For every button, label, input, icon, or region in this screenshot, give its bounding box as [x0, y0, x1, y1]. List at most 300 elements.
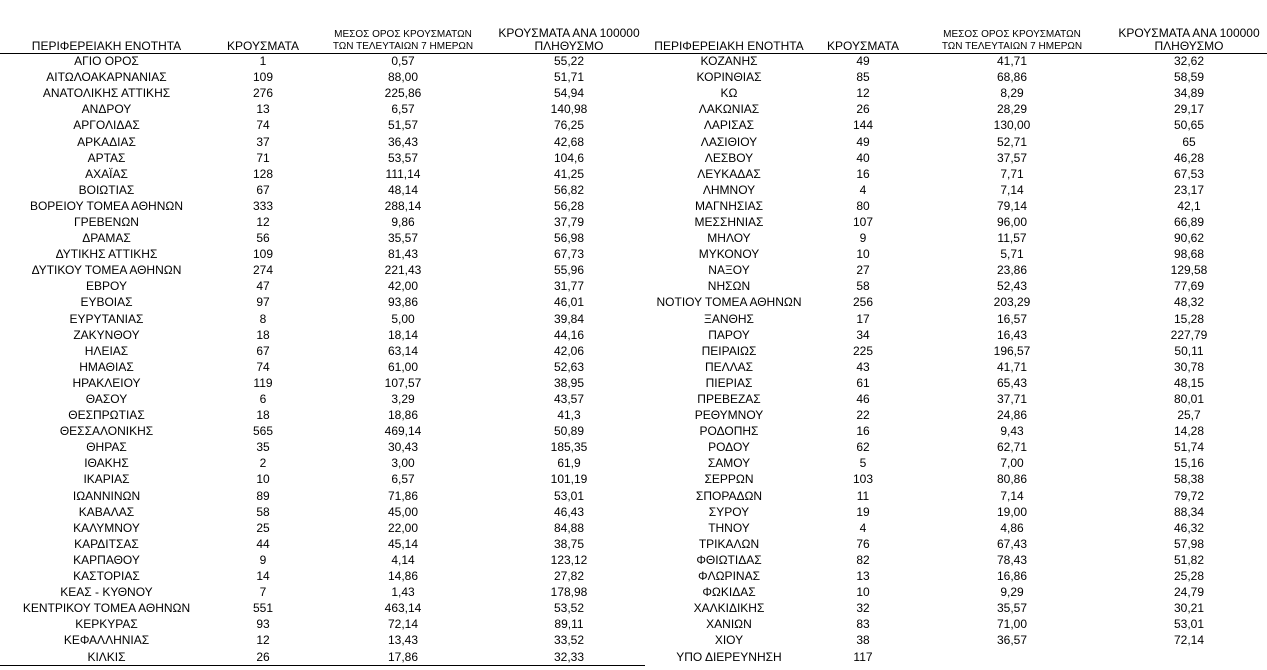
cell-cases: 46 [856, 392, 870, 407]
cell-cases-per-100k: 51,74 [1173, 440, 1205, 455]
cell-region: ΡΕΘΥΜΝΟΥ [694, 408, 764, 423]
cell-cases-per-100k: 43,57 [553, 392, 585, 407]
table-row [645, 118, 1267, 134]
cell-cases-per-100k: 53,01 [553, 488, 585, 503]
cell-region: ΧΙΟΥ [714, 633, 744, 648]
cell-cases-per-100k: 66,89 [1173, 214, 1205, 229]
cell-cases-per-100k: 44,16 [553, 327, 585, 342]
cell-cases: 19 [856, 504, 870, 519]
cell-avg-7-days: 68,86 [996, 70, 1028, 85]
cell-avg-7-days: 16,57 [996, 311, 1028, 326]
cell-region: ΛΑΡΙΣΑΣ [703, 118, 755, 133]
cell-cases-per-100k: 34,89 [1173, 86, 1205, 101]
cell-cases-per-100k: 52,63 [553, 359, 585, 374]
cell-region: ΥΠΟ ΔΙΕΡΕΥΝΗΣΗ [676, 649, 782, 664]
cell-region: ΚΕΡΚΥΡΑΣ [75, 617, 138, 632]
cell-cases-per-100k: 38,75 [553, 536, 585, 551]
cell-region: ΚΕΑΣ - ΚΥΘΝΟΥ [60, 585, 153, 600]
table-row [0, 504, 645, 520]
cell-avg-7-days: 107,57 [384, 375, 422, 390]
cell-region: ΜΑΓΝΗΣΙΑΣ [694, 198, 764, 213]
cell-region: ΚΑΡΠΑΘΟΥ [73, 552, 140, 567]
header-cases: ΚΡΟΥΣΜΑΤΑ [827, 38, 899, 53]
table-row [0, 279, 645, 295]
cell-cases-per-100k: 42,06 [553, 343, 585, 358]
table-row [0, 263, 645, 279]
cell-cases-per-100k: 79,72 [1173, 488, 1205, 503]
cell-region: ΦΛΩΡΙΝΑΣ [698, 569, 760, 584]
cell-avg-7-days: 96,00 [996, 214, 1028, 229]
cell-region: ΚΙΛΚΙΣ [0, 649, 213, 666]
cell-cases: 25 [256, 520, 270, 535]
cell-cases: 22 [856, 408, 870, 423]
cell-cases-per-100k: 80,01 [1173, 392, 1205, 407]
cell-avg-7-days: 18,14 [387, 327, 419, 342]
cell-avg-7-days: 4,86 [1000, 520, 1024, 535]
cell-avg-7-days: 288,14 [384, 198, 422, 213]
cell-region: ΚΩ [720, 86, 738, 101]
header-cases-per-100k: ΚΡΟΥΣΜΑΤΑ ΑΝΑ 100000 ΠΛΗΘΥΣΜΟ [498, 25, 640, 53]
cell-avg-7-days: 79,14 [996, 198, 1028, 213]
cell-region: ΠΕΛΛΑΣ [704, 359, 754, 374]
cell-cases: 74 [256, 359, 270, 374]
cell-region: ΘΗΡΑΣ [86, 440, 127, 455]
cell-cases-per-100k: 50,89 [553, 424, 585, 439]
cell-cases-per-100k: 65 [1182, 134, 1196, 149]
cell-cases: 49 [813, 53, 913, 70]
cell-avg-7-days: 36,43 [387, 134, 419, 149]
cell-avg-7-days: 8,29 [1000, 86, 1024, 101]
table-row [645, 375, 1267, 391]
table-row [645, 440, 1267, 456]
cell-avg-7-days: 45,00 [387, 504, 419, 519]
table-row [645, 617, 1267, 633]
cell-cases: 10 [856, 247, 870, 262]
table-row [0, 182, 645, 198]
cell-avg-7-days: 225,86 [384, 86, 422, 101]
cell-cases-per-100k: 38,95 [553, 375, 585, 390]
cell-cases-per-100k: 51,71 [553, 70, 585, 85]
cell-cases: 93 [256, 617, 270, 632]
cell-avg-7-days: 67,43 [996, 536, 1028, 551]
cell-cases: 56 [256, 231, 270, 246]
cell-cases: 17 [856, 311, 870, 326]
cell-avg-7-days [913, 649, 1111, 665]
table-row [0, 134, 645, 150]
cell-avg-7-days: 111,14 [385, 166, 421, 181]
header-row [645, 0, 1267, 53]
cell-region: ΙΩΑΝΝΙΝΩΝ [72, 488, 141, 503]
cell-avg-7-days: 36,57 [996, 633, 1028, 648]
cell-cases-per-100k: 58,59 [1173, 70, 1205, 85]
table-row [645, 569, 1267, 585]
table-row [645, 182, 1267, 198]
table-row [645, 424, 1267, 440]
cell-avg-7-days: 42,00 [387, 279, 419, 294]
cell-cases: 82 [856, 552, 870, 567]
cell-avg-7-days: 7,14 [1000, 488, 1024, 503]
cell-avg-7-days: 7,71 [1000, 166, 1024, 181]
cell-cases-per-100k: 32,33 [493, 649, 645, 666]
table-row [0, 552, 645, 568]
cell-region: ΧΑΛΚΙΔΙΚΗΣ [693, 601, 765, 616]
cell-region: ΚΑΡΔΙΤΣΑΣ [74, 536, 139, 551]
cell-region: ΔΡΑΜΑΣ [82, 231, 131, 246]
cell-cases-per-100k: 56,28 [553, 198, 585, 213]
cell-region: ΠΑΡΟΥ [708, 327, 750, 342]
cell-cases-per-100k: 72,14 [1173, 633, 1205, 648]
cell-cases-per-100k: 54,94 [553, 86, 585, 101]
cell-region: ΣΥΡΟΥ [708, 504, 750, 519]
table-row [645, 198, 1267, 214]
cell-region: ΠΕΙΡΑΙΩΣ [701, 343, 757, 358]
table-row [645, 601, 1267, 617]
cell-cases-per-100k: 51,82 [1173, 552, 1205, 567]
cell-region: ΦΘΙΩΤΙΔΑΣ [696, 552, 762, 567]
cell-cases-per-100k: 15,16 [1173, 456, 1205, 471]
cell-avg-7-days: 78,43 [996, 552, 1028, 567]
cell-cases: 18 [256, 327, 270, 342]
cell-cases: 67 [256, 182, 270, 197]
cell-cases: 44 [256, 536, 270, 551]
header-cases-per-100k: ΚΡΟΥΣΜΑΤΑ ΑΝΑ 100000 ΠΛΗΘΥΣΜΟ [1118, 25, 1260, 53]
cell-region: ΤΡΙΚΑΛΩΝ [698, 536, 760, 551]
cell-region: ΗΜΑΘΙΑΣ [79, 359, 134, 374]
cell-cases: 109 [252, 70, 274, 85]
cell-cases: 62 [856, 440, 870, 455]
cell-cases: 49 [856, 134, 870, 149]
header-region: ΠΕΡΙΦΕΡΕΙΑΚΗ ΕΝΟΤΗΤΑ [654, 38, 804, 53]
cell-region: ΛΑΚΩΝΙΑΣ [698, 102, 760, 117]
cell-avg-7-days: 62,71 [996, 440, 1028, 455]
cell-cases: 97 [256, 295, 270, 310]
cell-region: ΔΥΤΙΚΗΣ ΑΤΤΙΚΗΣ [55, 247, 158, 262]
cell-cases: 9 [259, 552, 267, 567]
table-row [0, 247, 645, 263]
cell-avg-7-days: 19,00 [996, 504, 1028, 519]
cell-avg-7-days: 9,86 [391, 214, 415, 229]
cell-avg-7-days: 463,14 [384, 601, 422, 616]
cell-cases-per-100k: 76,25 [553, 118, 585, 133]
cell-cases-per-100k: 24,79 [1173, 585, 1205, 600]
table-row [645, 552, 1267, 568]
cell-region: ΑΡΤΑΣ [87, 150, 126, 165]
cell-cases: 61 [856, 375, 870, 390]
cell-avg-7-days: 51,57 [387, 118, 419, 133]
table-row [645, 585, 1267, 601]
table-row [645, 504, 1267, 520]
cell-cases-per-100k: 178,98 [550, 585, 588, 600]
table-row [645, 391, 1267, 407]
cell-cases-per-100k: 42,1 [1177, 198, 1201, 213]
cell-avg-7-days: 45,14 [387, 536, 419, 551]
cell-cases: 128 [252, 166, 274, 181]
cell-avg-7-days: 28,29 [996, 102, 1028, 117]
cell-avg-7-days: 5,71 [1000, 247, 1024, 262]
cell-cases: 256 [852, 295, 874, 310]
cell-avg-7-days: 52,71 [996, 134, 1028, 149]
table-row [645, 134, 1267, 150]
cell-cases: 119 [253, 375, 273, 390]
table-row [645, 327, 1267, 343]
cell-cases-per-100k: 46,01 [553, 295, 585, 310]
table-row [0, 408, 645, 424]
table-row [0, 359, 645, 375]
cell-region: ΛΗΜΝΟΥ [702, 182, 756, 197]
table-row [0, 118, 645, 134]
cell-avg-7-days: 71,00 [996, 617, 1028, 632]
cell-region: ΗΡΑΚΛΕΙΟΥ [72, 375, 141, 390]
table-row [0, 488, 645, 504]
cell-cases-per-100k: 14,28 [1173, 424, 1205, 439]
cell-cases-per-100k: 15,28 [1173, 311, 1205, 326]
cell-avg-7-days: 11,57 [997, 231, 1027, 246]
cell-avg-7-days: 48,14 [387, 182, 419, 197]
cell-cases: 83 [856, 617, 870, 632]
cell-cases: 16 [856, 166, 870, 181]
header-region: ΠΕΡΙΦΕΡΕΙΑΚΗ ΕΝΟΤΗΤΑ [31, 38, 182, 53]
cell-cases: 103 [852, 472, 874, 487]
cell-region: ΘΕΣΠΡΩΤΙΑΣ [68, 408, 145, 423]
cell-cases: 14 [256, 569, 270, 584]
cell-region: ΝΗΣΩΝ [707, 279, 751, 294]
cell-region: ΕΥΒΟΙΑΣ [80, 295, 133, 310]
cell-avg-7-days: 37,57 [996, 150, 1028, 165]
cell-avg-7-days: 203,29 [993, 295, 1031, 310]
cell-cases: 80 [856, 198, 870, 213]
cell-avg-7-days: 80,86 [996, 472, 1028, 487]
cell-cases: 6 [259, 392, 267, 407]
cell-cases-per-100k: 25,28 [1173, 569, 1205, 584]
table-row [645, 231, 1267, 247]
table-row [645, 359, 1267, 375]
cell-cases-per-100k: 77,69 [1173, 279, 1205, 294]
cell-cases: 40 [856, 150, 870, 165]
cell-cases: 1 [213, 53, 313, 70]
cell-cases: 225 [852, 343, 874, 358]
cell-cases-per-100k: 89,11 [554, 617, 584, 632]
cell-region: ΔΥΤΙΚΟΥ ΤΟΜΕΑ ΑΘΗΝΩΝ [31, 263, 182, 278]
cell-cases: 333 [252, 198, 274, 213]
cell-cases-per-100k: 46,32 [1173, 520, 1205, 535]
cell-avg-7-days: 6,57 [391, 472, 415, 487]
cases-table-right [645, 0, 1267, 665]
cell-avg-7-days: 81,43 [387, 247, 419, 262]
cell-region: ΑΝΑΤΟΛΙΚΗΣ ΑΤΤΙΚΗΣ [42, 86, 171, 101]
cell-region: ΡΟΔΟΠΗΣ [699, 424, 759, 439]
cell-cases: 12 [856, 86, 870, 101]
cell-cases-per-100k: 53,52 [553, 601, 585, 616]
cell-cases-per-100k: 88,34 [1173, 504, 1205, 519]
cell-region: ΣΠΟΡΑΔΩΝ [695, 488, 763, 503]
table-row [645, 488, 1267, 504]
table-row [0, 375, 645, 391]
cell-region: ΚΑΒΑΛΑΣ [78, 504, 135, 519]
cell-cases: 89 [256, 488, 270, 503]
cell-region: ΑΙΤΩΛΟΑΚΑΡΝΑΝΙΑΣ [46, 70, 167, 85]
cell-cases-per-100k: 42,68 [553, 134, 585, 149]
cell-avg-7-days: 72,14 [387, 617, 419, 632]
cell-cases-per-100k: 84,88 [553, 520, 585, 535]
table-row [0, 585, 645, 601]
table-row [645, 343, 1267, 359]
cell-avg-7-days: 9,29 [1000, 585, 1024, 600]
cell-cases-per-100k: 30,78 [1173, 359, 1205, 374]
cell-cases: 109 [252, 247, 274, 262]
cell-region: ΠΡΕΒΕΖΑΣ [697, 392, 761, 407]
table-row [645, 102, 1267, 118]
cell-avg-7-days: 14,86 [387, 569, 419, 584]
table-row [0, 440, 645, 456]
table-body-left [0, 53, 645, 666]
cell-cases: 37 [256, 134, 270, 149]
table-row [645, 633, 1267, 649]
cell-region: ΚΑΣΤΟΡΙΑΣ [73, 569, 140, 584]
table-row [0, 569, 645, 585]
cell-region: ΜΕΣΣΗΝΙΑΣ [694, 214, 764, 229]
cell-cases-per-100k: 41,25 [553, 166, 585, 181]
cell-cases: 43 [856, 359, 870, 374]
table-row [645, 150, 1267, 166]
cell-cases: 12 [256, 633, 270, 648]
cell-avg-7-days: 9,43 [1000, 424, 1024, 439]
header-avg-7-days: ΜΕΣΟΣ ΟΡΟΣ ΚΡΟΥΣΜΑΤΩΝ ΤΩΝ ΤΕΛΕΥΤΑΙΩΝ 7 ΗΜΕΡΩΝ [332, 28, 474, 52]
cell-cases: 67 [256, 343, 270, 358]
cell-cases: 35 [256, 440, 270, 455]
cell-cases: 9 [859, 231, 867, 246]
cell-cases: 58 [856, 279, 870, 294]
cell-region: ΛΑΣΙΘΙΟΥ [700, 134, 758, 149]
cell-cases-per-100k: 53,01 [1173, 617, 1205, 632]
cell-region: ΘΑΣΟΥ [85, 392, 128, 407]
cell-cases: 10 [856, 585, 870, 600]
table-row [645, 53, 1267, 70]
cell-region: ΣΑΜΟΥ [707, 456, 751, 471]
cell-cases: 551 [252, 601, 274, 616]
cell-cases: 47 [256, 279, 270, 294]
cell-avg-7-days: 130,00 [993, 118, 1031, 133]
cell-region: ΝΑΞΟΥ [708, 263, 750, 278]
table-row [0, 53, 645, 70]
cell-cases-per-100k: 56,98 [553, 231, 585, 246]
cell-cases-per-100k: 67,73 [553, 247, 585, 262]
cell-cases-per-100k: 39,84 [553, 311, 585, 326]
cell-cases: 144 [852, 118, 874, 133]
cell-region: ΑΝΔΡΟΥ [81, 102, 132, 117]
cell-cases: 26 [213, 649, 313, 666]
cell-region: ΑΓΙΟ ΟΡΟΣ [0, 53, 213, 70]
cell-cases: 4 [859, 520, 867, 535]
table-row [645, 311, 1267, 327]
header-avg-7-days: ΜΕΣΟΣ ΟΡΟΣ ΚΡΟΥΣΜΑΤΩΝ ΤΩΝ ΤΕΛΕΥΤΑΙΩΝ 7 ΗΜΕΡΩΝ [941, 28, 1083, 52]
cell-avg-7-days: 13,43 [387, 633, 419, 648]
cell-avg-7-days: 23,86 [996, 263, 1028, 278]
cell-region: ΤΗΝΟΥ [708, 520, 750, 535]
cell-region: ΕΥΡΥΤΑΝΙΑΣ [69, 311, 144, 326]
cell-avg-7-days: 41,71 [913, 53, 1111, 70]
table-row [645, 86, 1267, 102]
cell-avg-7-days: 3,00 [391, 456, 415, 471]
header-cases: ΚΡΟΥΣΜΑΤΑ [227, 38, 299, 53]
cell-cases-per-100k: 98,68 [1173, 247, 1205, 262]
table-row [0, 70, 645, 86]
cell-cases: 11 [856, 488, 870, 503]
cell-cases: 34 [856, 327, 870, 342]
table-row [0, 391, 645, 407]
cell-cases-per-100k: 30,21 [1173, 601, 1205, 616]
cell-cases-per-100k: 46,43 [553, 504, 585, 519]
cell-avg-7-days: 16,86 [996, 569, 1028, 584]
cell-avg-7-days: 52,43 [996, 279, 1028, 294]
table-row [645, 214, 1267, 230]
cell-region: ΒΟΙΩΤΙΑΣ [78, 182, 135, 197]
cell-cases-per-100k: 55,22 [493, 53, 645, 70]
cell-region: ΝΟΤΙΟΥ ΤΟΜΕΑ ΑΘΗΝΩΝ [656, 295, 802, 310]
cell-cases-per-100k: 48,15 [1173, 375, 1205, 390]
cell-avg-7-days: 0,57 [313, 53, 493, 70]
cell-cases: 4 [859, 182, 867, 197]
cell-cases-per-100k: 41,3 [557, 408, 581, 423]
cell-avg-7-days: 63,14 [387, 343, 419, 358]
cell-region: ΜΗΛΟΥ [707, 231, 751, 246]
cell-cases-per-100k: 90,62 [1173, 231, 1205, 246]
cell-cases: 38 [856, 633, 870, 648]
cell-cases: 32 [856, 601, 870, 616]
cell-cases: 565 [252, 424, 274, 439]
cell-cases-per-100k: 123,12 [550, 552, 588, 567]
cell-avg-7-days: 7,00 [1000, 456, 1024, 471]
cell-avg-7-days: 71,86 [387, 488, 419, 503]
table-row [0, 472, 645, 488]
cell-region: ΣΕΡΡΩΝ [704, 472, 754, 487]
cell-cases: 85 [856, 70, 870, 85]
table-row [0, 424, 645, 440]
cell-cases-per-100k: 67,53 [1173, 166, 1205, 181]
table-row [0, 601, 645, 617]
cell-cases: 5 [859, 456, 867, 471]
cell-region: ΚΟΖΑΝΗΣ [645, 53, 813, 70]
cell-cases-per-100k: 50,65 [1173, 118, 1205, 133]
cell-cases-per-100k: 25,7 [1177, 408, 1201, 423]
cell-cases-per-100k: 57,98 [1173, 536, 1205, 551]
cell-region: ΑΡΓΟΛΙΔΑΣ [73, 118, 140, 133]
cell-cases-per-100k: 101,19 [550, 472, 588, 487]
cell-region: ΦΩΚΙΔΑΣ [702, 585, 756, 600]
cell-region: ΕΒΡΟΥ [86, 279, 127, 294]
table-row [0, 327, 645, 343]
cell-region: ΓΡΕΒΕΝΩΝ [74, 214, 139, 229]
cell-cases-per-100k: 46,28 [1173, 150, 1205, 165]
cell-avg-7-days: 5,00 [391, 311, 415, 326]
cell-cases-per-100k [1111, 649, 1267, 665]
cell-avg-7-days: 53,57 [387, 150, 419, 165]
cell-cases: 26 [856, 102, 870, 117]
cell-avg-7-days: 88,00 [387, 70, 419, 85]
cell-cases: 74 [256, 118, 270, 133]
cell-avg-7-days: 61,00 [387, 359, 419, 374]
cell-region: ΡΟΔΟΥ [708, 440, 750, 455]
cell-cases: 107 [852, 214, 874, 229]
cell-avg-7-days: 93,86 [387, 295, 419, 310]
cell-region: ΛΕΣΒΟΥ [704, 150, 754, 165]
cell-region: ΗΛΕΙΑΣ [84, 343, 129, 358]
table-row [645, 70, 1267, 86]
cell-avg-7-days: 221,43 [384, 263, 422, 278]
cell-region: ΧΑΝΙΩΝ [706, 617, 752, 632]
cell-cases-per-100k: 32,62 [1111, 53, 1267, 70]
cell-avg-7-days: 196,57 [993, 343, 1031, 358]
table-row [645, 247, 1267, 263]
